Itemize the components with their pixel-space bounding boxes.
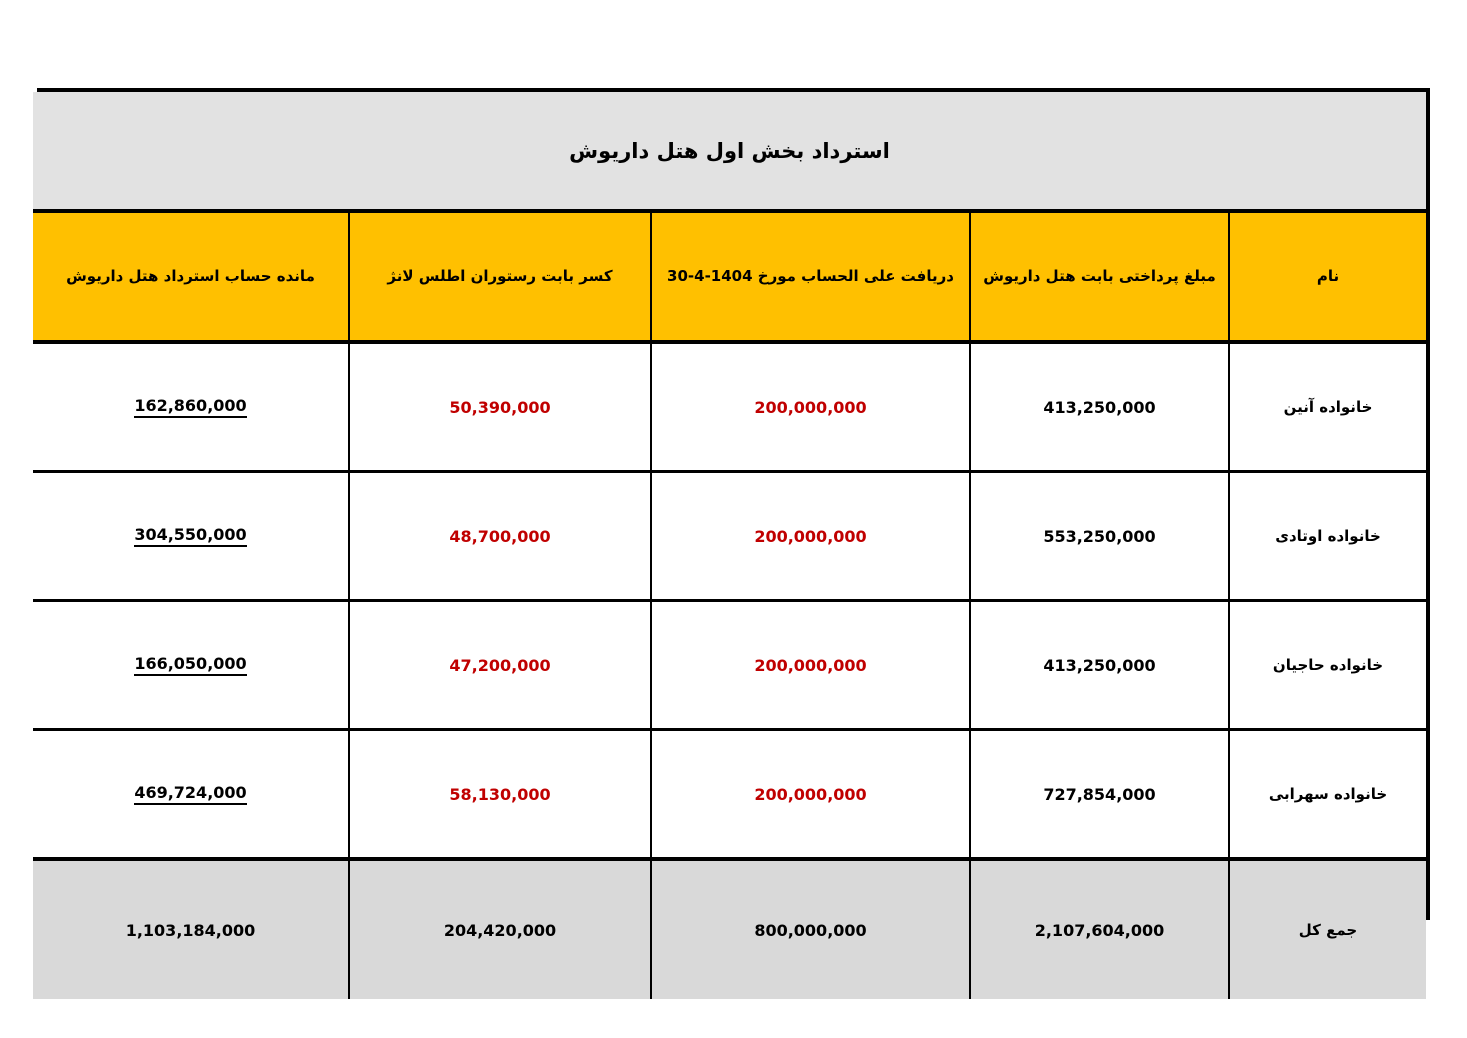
report-title: استرداد بخش اول هتل داریوش [33, 92, 1426, 211]
balance-value: 166,050,000 [134, 654, 246, 676]
cell-balance [33, 342, 349, 472]
balance-value: 162,860,000 [134, 396, 246, 418]
cell-paid: 553,250,000 [970, 472, 1229, 601]
cell-deduct: 47,200,000 [349, 601, 651, 730]
cell-recv: 200,000,000 [651, 730, 970, 860]
cell-name: خانواده اوتادی [1229, 472, 1426, 601]
cell-recv: 200,000,000 [651, 472, 970, 601]
report-table-container [37, 88, 1430, 940]
cell-deduct: 50,390,000 [349, 342, 651, 472]
balance-value: 304,550,000 [134, 525, 246, 547]
table-row [33, 601, 1426, 730]
total-paid: 2,107,604,000 [970, 859, 1229, 999]
column-header-row [33, 211, 1426, 342]
balance-value: 469,724,000 [134, 783, 246, 805]
column-header-balance: مانده حساب استرداد هتل داریوش [33, 211, 349, 342]
title-row [33, 92, 1426, 211]
column-header-paid: مبلغ پرداختی بابت هتل داریوش [970, 211, 1229, 342]
refund-report-table [33, 92, 1426, 999]
cell-balance [33, 472, 349, 601]
cell-balance [33, 730, 349, 860]
cell-deduct: 48,700,000 [349, 472, 651, 601]
table-row [33, 730, 1426, 860]
cell-paid: 727,854,000 [970, 730, 1229, 860]
table-row [33, 342, 1426, 472]
cell-recv: 200,000,000 [651, 601, 970, 730]
total-recv: 800,000,000 [651, 859, 970, 999]
cell-name: خانواده حاجیان [1229, 601, 1426, 730]
cell-paid: 413,250,000 [970, 601, 1229, 730]
column-header-name: نام [1229, 211, 1426, 342]
total-label: جمع کل [1229, 859, 1426, 999]
total-deduct: 204,420,000 [349, 859, 651, 999]
table-row [33, 472, 1426, 601]
column-header-recv: دریافت علی الحساب مورخ 1404-4-30 [651, 211, 970, 342]
cell-deduct: 58,130,000 [349, 730, 651, 860]
cell-recv: 200,000,000 [651, 342, 970, 472]
cell-name: خانواده سهرابی [1229, 730, 1426, 860]
column-header-deduct: کسر بابت رستوران اطلس لانژ [349, 211, 651, 342]
cell-name: خانواده آنین [1229, 342, 1426, 472]
cell-balance [33, 601, 349, 730]
total-balance: 1,103,184,000 [33, 859, 349, 999]
cell-paid: 413,250,000 [970, 342, 1229, 472]
total-row [33, 859, 1426, 999]
